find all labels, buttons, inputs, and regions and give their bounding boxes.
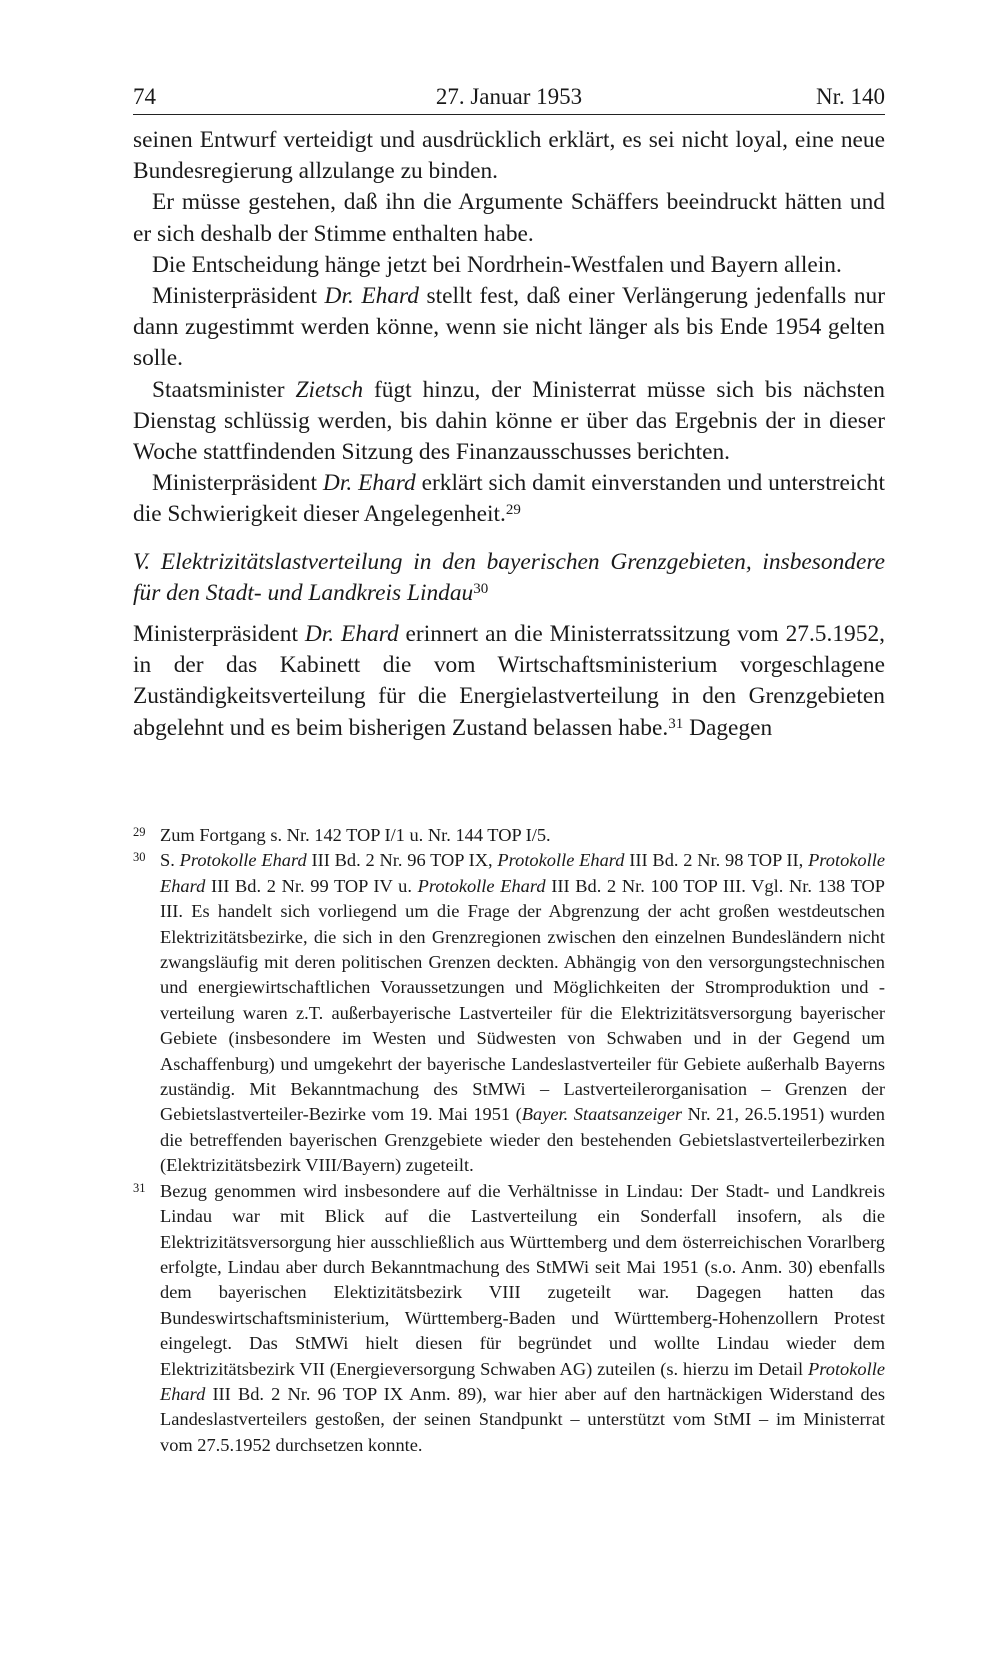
text-run: erinnert an die Ministerratssitzung vom 27.5.1952, in der das Kabinett die vom Wirtschaftsministerium vorgeschlagene Zuständigkeitsverteilung für die Energielastverteilung in den Grenzgebieten abgelehnt und es beim bisherigen Zustand belassen habe. [133, 621, 885, 741]
footnotes [133, 823, 885, 1458]
source-title: Protokolle Ehard [160, 850, 886, 896]
footnote-number: 29 [133, 825, 146, 839]
paragraph [133, 281, 885, 375]
heading-text: V. Elektrizitätslastverteilung in den bayerischen Grenzgebieten, insbesondere für den Stadt- und Landkreis Lindau [133, 548, 885, 606]
source-title: Protokolle Ehard [417, 875, 546, 896]
text-run: Dagegen [683, 714, 773, 741]
text-run: Ministerpräsident [152, 470, 323, 497]
document-number: Nr. 140 [816, 84, 885, 109]
paragraph [133, 468, 885, 530]
main-text [133, 125, 885, 744]
page-number: 74 [133, 84, 156, 109]
footnote-number: 30 [133, 850, 146, 865]
text-run: III Bd. 2 Nr. 96 TOP IX Anm. 89), war hier aber auf den hartnäckigen Widerstand des Landeslastverteilers gestoßen, der seinen Standpunkt – unterstützt vom StMI – im Ministerrat vom 27.5.1952 durchsetzen konnte. [160, 1383, 885, 1455]
page [133, 80, 885, 744]
footnote-ref[interactable]: 29 [505, 502, 521, 519]
text-run: III Bd. 2 Nr. 99 TOP IV u. [205, 875, 418, 896]
text-run: III Bd. 2 Nr. 98 TOP II, [624, 850, 809, 871]
paragraph: Er müsse gestehen, daß ihn die Argumente Schäffers beeindruckt hätten und er sich deshalb der Stimme enthalten habe. [133, 189, 885, 247]
person-name: Zietsch [295, 376, 364, 403]
footnote-ref[interactable]: 31 [668, 715, 684, 732]
source-title: Protokolle Ehard [160, 1358, 885, 1404]
text-run: Bezug genommen wird insbesondere auf die Verhältnisse in Lindau: Der Stadt- und Landkreis Lindau war mit Blick auf die Lastverteilung ein Sonderfall insofern, als die Elektrizitätsversorgung hier ausschließlich aus Württemberg und dem österreichischen Vorarlberg erfolgte, Lindau aber durch Bekanntmachung des StMWi seit Mai 1951 (s.o. Anm. 30) ebenfalls dem bayerischen Elektizitätsbezirk VIII zugeteilt war. Dagegen hatten das Bundeswirtschaftsministerium, Württemberg-Baden und Württemberg-Hohenzollern Protest eingelegt. Das StMWi hielt diesen für begründet und wollte Lindau wieder dem Elektrizitätsbezirk VII (Energieversorgung Schwaben AG) zuteilen (s. hierzu im Detail [160, 1180, 885, 1379]
paragraph [133, 375, 885, 469]
footnote-ref[interactable]: 30 [473, 580, 489, 597]
text-run: Staatsminister [152, 376, 296, 403]
text-run: Ministerpräsident [133, 621, 305, 648]
source-title: Protokolle Ehard [497, 850, 625, 871]
footnote-number: 31 [133, 1180, 146, 1195]
paragraph [133, 619, 885, 744]
text-run: III Bd. 2 Nr. 96 TOP IX, [306, 850, 498, 871]
person-name: Dr. Ehard [304, 621, 399, 648]
text-run: fügt hinzu, der Ministerrat müsse sich bis nächsten Dienstag schlüssig werden, bis dahin könne er über das Ergebnis der in dieser Woche stattfindenden Sitzung des Finanzausschusses berichten. [133, 376, 886, 466]
header-date: 27. Januar 1953 [435, 84, 583, 109]
footnote-text: Zum Fortgang s. Nr. 142 TOP I/1 u. Nr. 144 TOP I/5. [160, 825, 551, 845]
text-run: stellt fest, daß einer Verlängerung jedenfalls nur dann zugestimmt werden könne, wenn sie nicht länger als bis Ende 1954 gelten solle. [133, 283, 885, 372]
section-heading [133, 547, 885, 609]
paragraph: Die Entscheidung hänge jetzt bei Nordrhein-Westfalen und Bayern allein. [152, 251, 842, 278]
text-run: Ministerpräsident [152, 283, 325, 310]
text-run: S. [160, 850, 180, 871]
text-run: III Bd. 2 Nr. 100 TOP III. Vgl. Nr. 138 TOP III. Es handelt sich vorliegend um die Frage der Abgrenzung der acht großen westdeutschen Elektrizitätsbezirke, die sich in den Grenzregionen zwischen den einzelnen Bundesländern nicht zwangsläufig mit deren politischen Grenzen deckten. Abhängig von den versorgungstechnischen und energiewirtschaftlichen Voraussetzungen und Möglichkeiten der Stromproduktion und -verteilung waren z.T. außerbayerische Lastverteiler für die Elektrizitätsversorgung bayerischer Gebiete (insbesondere im Westen und Südwesten von Schwaben und in der Gegend um Aschaffenburg) und umgekehrt der bayerische Landeslastverteiler für Gebiete außerhalb Bayerns zuständig. Mit Bekanntmachung des StMWi – Lastverteilerorganisation – Grenzen der Gebietslastverteiler-Bezirke vom 19. Mai 1951 ( [160, 875, 885, 1125]
paragraph: seinen Entwurf verteidigt und ausdrücklich erklärt, es sei nicht loyal, eine neue Bundesregierung allzulange zu binden. [133, 127, 885, 185]
person-name: Dr. Ehard [322, 470, 416, 497]
footnote-31 [133, 1179, 885, 1458]
text-run: Nr. 21, 26.5.1951) wurden die betreffenden bayerischen Grenzgebiete wieder den bestehenden Gebietslastverteilerbezirken (Elektrizitätsbezirk VIII/Bayern) zugeteilt. [160, 1104, 885, 1176]
person-name: Dr. Ehard [324, 283, 419, 310]
footnote-30 [133, 848, 885, 1178]
running-header [133, 80, 885, 115]
footnote-29 [133, 823, 885, 848]
text-run: erklärt sich damit einverstanden und unterstreicht die Schwierigkeit dieser Angelegenheit. [133, 470, 885, 528]
source-title: Bayer. Staatsanzeiger [521, 1104, 683, 1125]
source-title: Protokolle Ehard [179, 850, 307, 871]
